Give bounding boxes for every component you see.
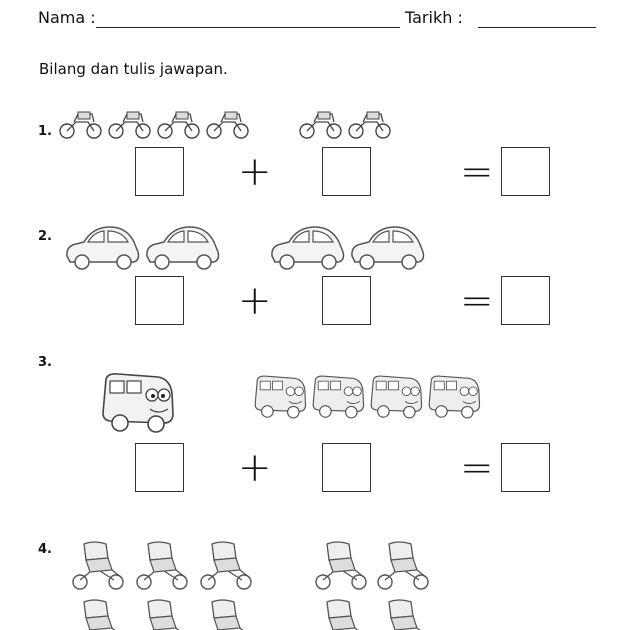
answer-box-q1-total[interactable] [501,147,550,196]
motorcycle-icon [60,112,248,138]
car-icon [67,227,139,269]
trishaw-icon [201,542,251,589]
bus-icon [103,374,173,432]
trishaw-icon [378,542,428,589]
plus-sign: + [238,278,272,324]
trishaw-icon [208,600,250,630]
trishaw-icon [73,542,123,589]
trishaw-icon [316,542,366,589]
answer-box-q3-second[interactable] [322,443,371,492]
motorcycle-icon [300,112,390,138]
q2-right-group [269,222,429,272]
question-number: 1. [38,124,52,139]
date-field-line[interactable] [478,27,596,28]
answer-box-q2-second[interactable] [322,276,371,325]
q4-right-group [313,540,433,630]
q3-right-group [253,374,483,418]
trishaw-icon [144,600,186,630]
answer-box-q3-total[interactable] [501,443,550,492]
equals-sign: = [460,149,494,195]
car-icon [147,227,219,269]
answer-box-q3-first[interactable] [135,443,184,492]
car-icon [352,227,424,269]
bus-icon [255,376,305,418]
question-number: 3. [38,355,52,370]
trishaw-icon [385,600,427,630]
question-number: 4. [38,542,52,557]
car-icon [272,227,344,269]
date-label: Tarikh : [405,8,463,27]
answer-box-q2-total[interactable] [501,276,550,325]
q3-left-group [100,371,176,433]
instruction-text: Bilang dan tulis jawapan. [39,60,228,78]
name-field-line[interactable] [96,27,400,28]
bus-icon [313,376,363,418]
bus-icon [429,376,479,418]
trishaw-icon [137,542,187,589]
equals-sign: = [460,278,494,324]
answer-box-q1-first[interactable] [135,147,184,196]
name-label: Nama : [38,8,96,27]
bus-icon [371,376,421,418]
equals-sign: = [460,445,494,491]
q1-left-group [58,110,253,140]
plus-sign: + [238,149,272,195]
answer-box-q2-first[interactable] [135,276,184,325]
answer-box-q1-second[interactable] [322,147,371,196]
q4-left-group [70,540,255,630]
trishaw-icon [80,600,122,630]
plus-sign: + [238,445,272,491]
question-number: 2. [38,229,52,244]
trishaw-icon [323,600,365,630]
q2-left-group [64,222,224,272]
q1-right-group [298,110,396,140]
